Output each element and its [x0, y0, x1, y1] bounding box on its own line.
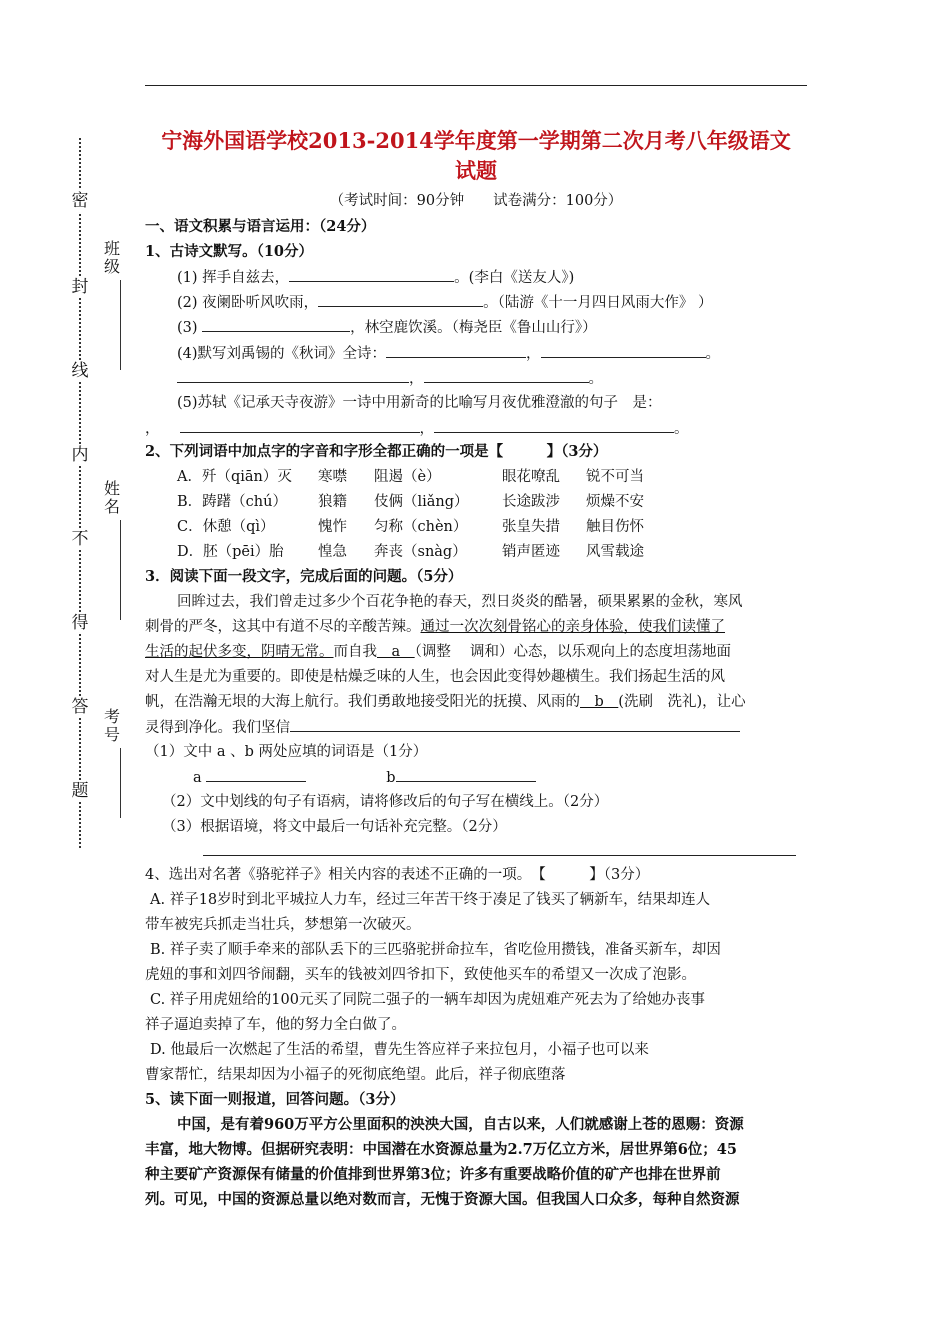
- q4-option-c-cont: 祥子逼迫卖掉了车，他的努力全白做了。: [145, 1017, 406, 1033]
- class-label: 班级: [104, 239, 121, 276]
- q2-option-c[interactable]: C．休憩（qì） 愧怍 匀称（chèn） 张皇失措 触目伤怀: [177, 519, 644, 535]
- q3-sub1-answers: a b: [193, 766, 536, 789]
- answer-blank[interactable]: [386, 342, 526, 358]
- answer-blank[interactable]: [541, 342, 706, 358]
- q3-sub1: （1）文中 a 、b 两处应填的词语是（1分）: [145, 744, 428, 760]
- q4-option-b-cont: 虎妞的事和刘四爷闹翻，买车的钱被刘四爷扣下，致使他买车的希望又一次成了泡影。: [145, 967, 696, 983]
- q2-option-d[interactable]: D．胚（pēi）胎 惶急 奔丧（snàg） 销声匿迹 风雪载途: [177, 544, 644, 560]
- q2-option-a[interactable]: A．歼（qiān）灭 寒噤 阻遏（è） 眼花嘹乱 锐不可当: [177, 469, 644, 485]
- id-label: 考号: [104, 707, 121, 744]
- answer-line[interactable]: [203, 855, 796, 856]
- q5-para-line: 种主要矿产资源保有储量的价值排到世界第3位；许多有重要战略价值的矿产也排在世界前: [145, 1166, 721, 1183]
- q4-option-d[interactable]: D. 他最后一次燃起了生活的希望，曹先生答应祥子来拉包月，小福子也可以来: [150, 1042, 649, 1058]
- name-label: 姓名: [104, 479, 121, 516]
- q3-sub3: （3）根据语境，将文中最后一句话补充完整。（2分）: [162, 819, 507, 835]
- dotted-line: [79, 138, 81, 848]
- q1-item1: (1) 挥手自兹去， 。(李白《送友人》): [177, 266, 574, 289]
- seal-char: 不: [66, 528, 94, 550]
- answer-blank-a[interactable]: [206, 766, 306, 782]
- q5-heading: 5、读下面一则报道，回答问题。（3分）: [145, 1091, 405, 1108]
- q4-option-a[interactable]: A. 祥子18岁时到北平城拉人力车，经过三年苦干终于凑足了钱买了辆新车，结果却连人: [150, 892, 711, 908]
- q1-heading: 1、古诗文默写。（10分）: [145, 243, 314, 260]
- q5-para-line: 列。可见，中国的资源总量以绝对数而言，无愧于资源大国。但我国人口众多，每种自然资源: [145, 1191, 740, 1208]
- q1-item5: (5)苏轼《记承天寺夜游》一诗中用新奇的比喻写月夜优雅澄澈的句子 是：: [177, 395, 662, 411]
- answer-blank[interactable]: [202, 316, 350, 332]
- q3-para-line: 对人生是尤为重要的。即使是枯燥乏味的人生，也会因此变得妙趣横生。我们扬起生活的风: [145, 669, 725, 685]
- seal-char: 题: [66, 780, 94, 802]
- q3-sub2: （2）文中划线的句子有语病，请将修改后的句子写在横线上。（2分）: [162, 794, 609, 810]
- q3-para-line: 灵得到净化。我们坚信: [145, 716, 740, 739]
- seal-char: 答: [66, 696, 94, 718]
- name-line[interactable]: [120, 520, 121, 620]
- answer-blank[interactable]: [180, 417, 420, 433]
- seal-char: 线: [66, 360, 94, 382]
- blank-b: b: [580, 694, 619, 710]
- blank-a: a: [377, 644, 415, 660]
- answer-blank[interactable]: [177, 367, 409, 383]
- exam-info: （考试时间：90分钟 试卷满分：100分）: [329, 193, 623, 209]
- q4-option-b[interactable]: B. 祥子卖了顺手牵来的部队丢下的三匹骆驼拼命拉车，省吃俭用攒钱，准备买新车，却因: [150, 942, 721, 958]
- q2-heading: 2、下列词语中加点字的字音和字形全都正确的一项是【 】（3分）: [145, 443, 608, 460]
- seal-char: 密: [66, 190, 94, 212]
- answer-blank[interactable]: [290, 716, 740, 732]
- seal-char: 得: [66, 612, 94, 634]
- q3-para-line: 回眸过去，我们曾走过多少个百花争艳的春天，烈日炎炎的酷暑，硕果累累的金秋，寒风: [177, 594, 743, 610]
- underlined-sentence: 生活的起伏多变，阴晴无常。: [145, 644, 334, 660]
- q1-item4b: ， 。: [177, 367, 603, 390]
- q3-para-line: 帆，在浩瀚无垠的大海上航行。我们勇敢地接受阳光的抚摸、风雨的 b (洗刷 洗礼)，让心: [145, 694, 746, 710]
- answer-blank[interactable]: [434, 417, 674, 433]
- q1-item3: (3) ，林空鹿饮溪。（梅尧臣《鲁山山行》）: [177, 316, 597, 339]
- page-title-line2: 试题: [455, 158, 497, 183]
- answer-blank[interactable]: [318, 291, 483, 307]
- seal-line: [60, 128, 90, 848]
- q4-option-c[interactable]: C. 祥子用虎妞给的100元买了同院二强子的一辆车却因为虎妞难产死去为了给她办丧事: [150, 992, 705, 1008]
- class-line[interactable]: [120, 280, 121, 370]
- seal-char: 封: [66, 276, 94, 298]
- page-title: 宁海外国语学校2013-2014学年度第一学期第二次月考八年级语文: [161, 128, 791, 153]
- q5-para-line: 中国，是有着960万平方公里面积的泱泱大国，自古以来，人们就感谢上苍的恩赐：资源: [177, 1116, 744, 1133]
- q4-heading: 4、选出对名著《骆驼祥子》相关内容的表述不正确的一项。 【 】（3分）: [145, 867, 650, 883]
- seal-char: 内: [66, 444, 94, 466]
- q3-para-line: 刺骨的严冬，这其中有道不尽的辛酸苦辣。通过一次次刻骨铭心的亲身体验，使我们读懂了: [145, 619, 725, 635]
- answer-blank-b[interactable]: [396, 766, 536, 782]
- answer-blank[interactable]: [424, 367, 589, 383]
- q3-para-line: 生活的起伏多变，阴晴无常。而自我 a （调整 调和）心态，以乐观向上的态度坦荡地面: [145, 644, 732, 660]
- id-line[interactable]: [120, 748, 121, 818]
- top-rule: [145, 85, 807, 86]
- answer-blank[interactable]: [289, 266, 454, 282]
- part1-heading: 一、语文积累与语言运用：（24分）: [145, 218, 376, 235]
- q4-option-d-cont: 曹家帮忙，结果却因为小福子的死彻底绝望。此后，祥子彻底堕落: [145, 1067, 566, 1083]
- q3-heading: 3．阅读下面一段文字，完成后面的问题。（5分）: [145, 568, 463, 585]
- underlined-sentence: 通过一次次刻骨铭心的亲身体验，使我们读懂了: [420, 619, 725, 635]
- q5-para-line: 丰富，地大物博。但据研究表明：中国潜在水资源总量为2.7万亿立方米，居世界第6位；45: [145, 1141, 737, 1158]
- q2-option-b[interactable]: B．踌躇（chú） 狼籍 伎俩（liǎng） 长途跋涉 烦燥不安: [177, 494, 644, 510]
- q1-item2: (2) 夜阑卧听风吹雨， 。（陆游《十一月四日风雨大作》 ）: [177, 291, 713, 314]
- q4-option-a-cont: 带车被宪兵抓走当壮兵，梦想第一次破灭。: [145, 917, 421, 933]
- q1-item5-blanks: ， ， 。: [145, 417, 689, 440]
- q1-item4: (4)默写刘禹锡的《秋词》全诗： ， 。: [177, 342, 720, 365]
